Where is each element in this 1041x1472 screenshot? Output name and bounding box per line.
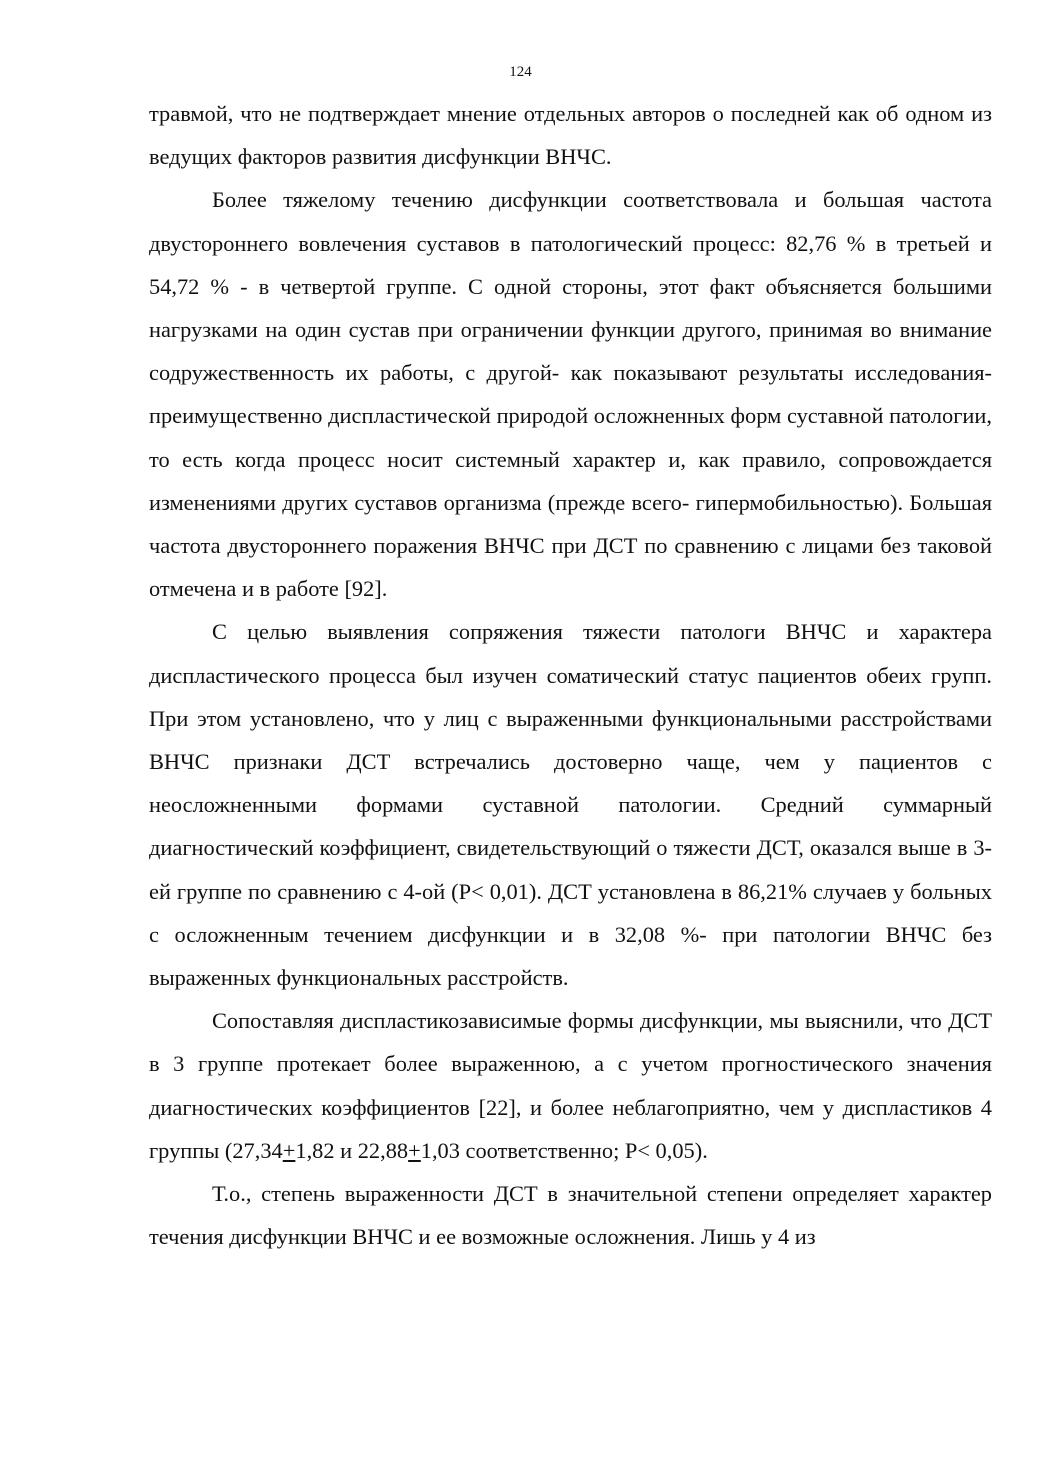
paragraph-somatic-status: С целью выявления сопряжения тяжести патологи ВНЧС и характера диспластического процесса был изучен соматический статус пациентов обеих групп. При этом установлено, что у лиц с выраженными функциональными расстройствами ВНЧС признаки ДСТ встречались достоверно чаще, чем у пациентов с неосложненными формами суставной патологии. Средний суммарный диагностический коэффициент, свидетельствующий о тяжести ДСТ, оказался выше в 3-ей группе по сравнению с 4-ой (Р< 0,01). ДСТ установлена в 86,21% случаев у больных с осложненным течением дисфункции и в 32,08 %- при патологии ВНЧС без выраженных функциональных расстройств.: [149, 619, 992, 991]
paragraph-conclusion: Т.о., степень выраженности ДСТ в значительной степени определяет характер течения дисфункции ВНЧС и ее возможные осложнения. Лишь у 4 из: [149, 1181, 992, 1250]
paragraph-text-part: 1,03 соответственно; Р< 0,05).: [420, 1137, 708, 1163]
paragraph-continuation: травмой, что не подтверждает мнение отдельных авторов о последней как об одном из ведущих факторов развития дисфункции ВНЧС.: [149, 101, 992, 170]
plus-minus-sign: +: [408, 1137, 421, 1163]
document-body: [149, 92, 992, 1258]
paragraph-text-part: 1,82 и 22,88: [295, 1137, 409, 1163]
paragraph-text-part: Сопоставляя диспластикозависимые формы дисфункции, мы выяснили, что ДСТ в 3 группе протекает более выраженною, а с учетом прогностического значения диагностических коэффициентов [22], и более неблагоприятно, чем у диспластиков 4 группы (27,34: [149, 1008, 992, 1163]
paragraph-bilateral-involvement: Более тяжелому течению дисфункции соответствовала и большая частота двустороннего вовлечения суставов в патологический процесс: 82,76 % в третьей и 54,72 % - в четвертой группе. С одной стороны, этот факт объясняется большими нагрузками на один сустав при ограничении функции другого, принимая во внимание содружественность их работы, с другой- как показывают результаты исследования- преимущественно диспластической природой осложненных форм суставной патологии, то есть когда процесс носит системный характер и, как правило, сопровождается изменениями других суставов организма (прежде всего- гипермобильностью). Большая частота двустороннего поражения ВНЧС при ДСТ по сравнению с лицами без таковой отмечена и в работе [92].: [149, 187, 992, 602]
paragraph-dysplasia-comparison: [149, 999, 992, 1172]
page-number: 124: [509, 64, 532, 80]
plus-minus-sign: +: [282, 1137, 296, 1163]
